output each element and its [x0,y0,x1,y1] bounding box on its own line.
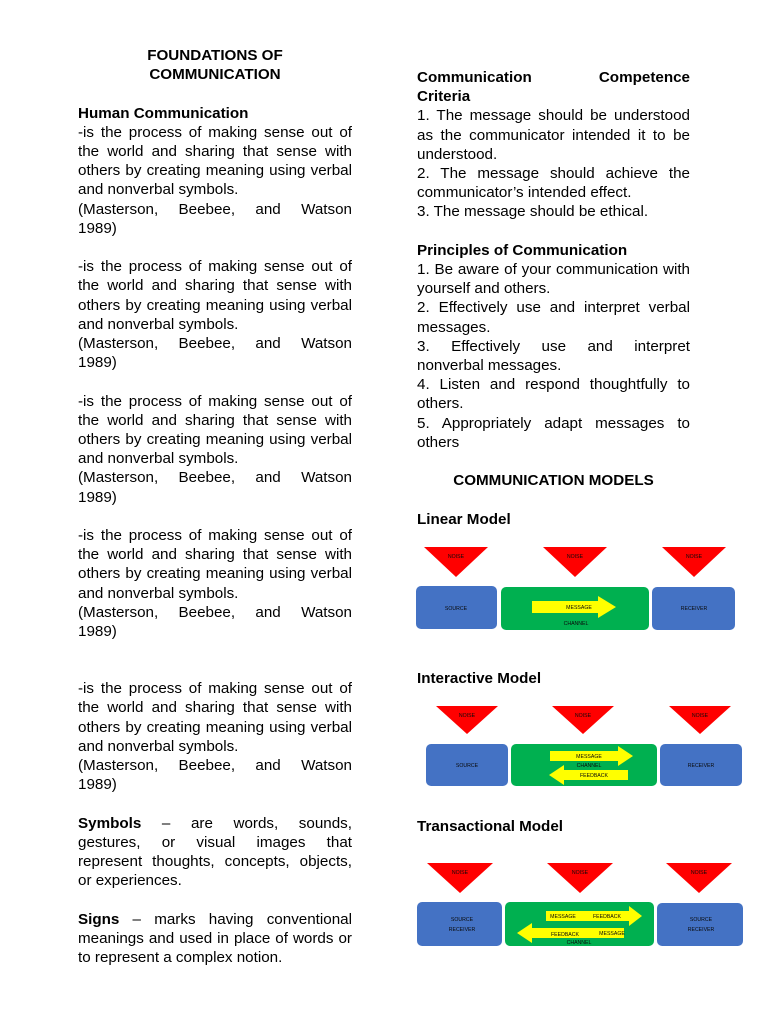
receiver-label: RECEIVER [687,927,715,933]
definition-citation: (Masterson, Beebee, and Watson [78,757,352,775]
channel-box [501,587,649,630]
linear-model-heading: Linear Model [417,510,511,528]
noise-label: NOISE [458,713,476,719]
receiver-box [660,744,742,786]
source-label: SOURCE [444,606,468,612]
document-title-line2: COMMUNICATION [149,66,281,84]
transactional-model-diagram [414,861,744,951]
definition-text: -is the process of making sense out of the world and sharing that sense with others by creating meaning using verbal and nonverbal symbols. [78,527,352,602]
definition-block [78,257,352,372]
noise-triangle [666,863,732,893]
noise-triangle [547,863,613,893]
channel-label: CHANNEL [566,940,592,946]
noise-label: NOISE [447,554,465,560]
noise-label: NOISE [571,870,589,876]
definition-year: 1989) [78,219,117,237]
noise-triangle [424,547,488,577]
competence-heading-word2: Competence [598,69,690,86]
definition-block [78,526,352,641]
feedback-label: FEEDBACK [551,932,579,938]
signs-text: – marks having conventional meanings and used in place of words or to represent a complex notion. [78,910,352,967]
receiver-label: RECEIVER [680,606,708,612]
receiver-label: RECEIVER [687,763,715,769]
receiver-box [652,587,735,630]
noise-label: NOISE [691,713,709,719]
transactional-model-heading: Transactional Model [417,818,564,835]
noise-triangle [543,547,607,577]
principle-item: 5. Appropriately adapt messages to others [417,414,690,451]
principles-heading: Principles of Communication [417,241,628,259]
competence-heading [417,68,690,87]
noise-label: NOISE [451,870,469,876]
definition-text: -is the process of making sense out of the world and sharing that sense with others by creating meaning using verbal and nonverbal symbols. [78,392,352,468]
models-title: COMMUNICATION MODELS [453,472,654,490]
left-column [78,46,352,967]
definition-citation: (Masterson, Beebee, and Watson [78,200,352,218]
source-label: SOURCE [450,917,474,923]
source-box [416,586,497,629]
channel-label: CHANNEL [563,621,589,627]
source-label: SOURCE [689,917,713,923]
criteria-item: 1. The message should be understood as the communicator intended it to be understood. [417,107,690,163]
noise-triangle [552,706,614,734]
noise-triangle [662,547,726,577]
symbols-term: Symbols [78,814,142,832]
definition-year: 1989) [78,623,117,641]
definition-year: 1989) [78,488,117,506]
definition-year: 1989) [78,354,117,372]
principle-item: 3. Effectively use and interpret nonverbal messages. [417,337,690,375]
feedback-label: FEEDBACK [593,914,621,920]
definition-text: -is the process of making sense out of the world and sharing that sense with others by creating meaning using verbal and nonverbal symbols. [78,258,352,333]
competence-heading-word3: Criteria [417,88,471,106]
human-communication-heading: Human Communication [78,104,249,122]
message-label: MESSAGE [599,931,625,937]
noise-label: NOISE [685,554,703,560]
definition-year: 1989) [78,776,117,794]
source-receiver-box [417,902,502,946]
competence-heading-word1: Communication [417,69,532,86]
linear-model-diagram [414,545,744,635]
criteria-item: 3. The message should be ethical. [417,203,649,221]
message-label: MESSAGE [566,605,592,611]
definition-citation: (Masterson, Beebee, and Watson [78,335,352,353]
criteria-item: 2. The message should achieve the communicator’s intended effect. [417,165,690,202]
receiver-label: RECEIVER [448,927,476,933]
source-receiver-box [657,903,743,946]
message-label: MESSAGE [550,914,576,920]
symbols-definition [78,814,352,891]
document-title-line1: FOUNDATIONS OF [147,47,283,64]
definition-citation: (Masterson, Beebee, and Watson [78,469,352,487]
noise-label: NOISE [574,713,592,719]
channel-label: CHANNEL [576,763,602,769]
source-label: SOURCE [455,763,479,769]
noise-triangle [427,863,493,893]
definition-citation: (Masterson, Beebee, and Watson [78,603,352,621]
definition-text: -is the process of making sense out of the world and sharing that sense with others by creating meaning using verbal and nonverbal symbols. [78,123,352,199]
definition-block [78,123,352,238]
noise-label: NOISE [566,554,584,560]
signs-definition [78,910,352,968]
feedback-label: FEEDBACK [580,773,608,779]
noise-label: NOISE [690,870,708,876]
principle-item: 2. Effectively use and interpret verbal messages. [417,299,690,336]
channel-box [505,902,654,946]
principle-item: 4. Listen and respond thoughtfully to others. [417,376,690,413]
source-box [426,744,508,786]
channel-box [511,744,657,786]
right-column [417,68,690,529]
symbols-text: – are words, sounds, gestures, or visual images that represent thoughts, concepts, objects, or experiences. [78,814,352,890]
message-label: MESSAGE [576,754,602,760]
definition-block [78,392,352,507]
interactive-model-diagram [414,704,744,788]
interactive-model-heading: Interactive Model [417,670,542,687]
noise-triangle [436,706,498,734]
signs-term: Signs [78,910,120,928]
principle-item: 1. Be aware of your communication with yourself and others. [417,261,690,298]
definition-text: -is the process of making sense out of the world and sharing that sense with others by creating meaning using verbal and nonverbal symbols. [78,680,352,755]
noise-triangle [669,706,731,734]
definition-block [78,679,352,794]
